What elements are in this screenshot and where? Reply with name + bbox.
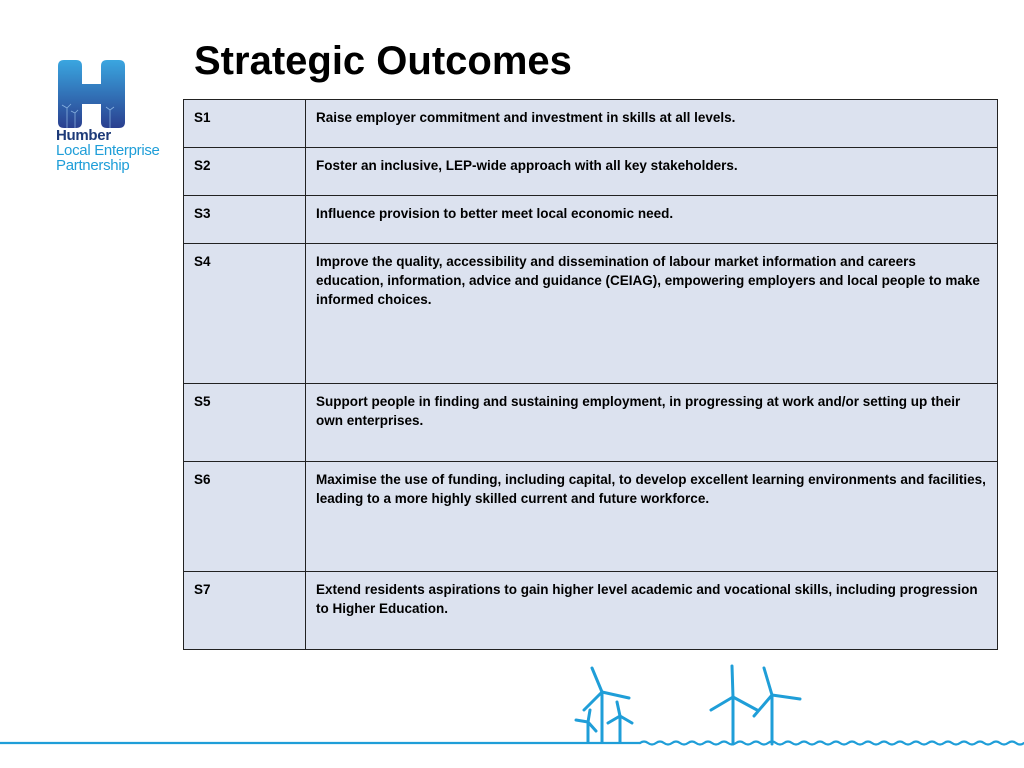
- outcome-code: S7: [184, 572, 306, 650]
- logo-line-partnership: Partnership: [56, 157, 130, 174]
- wind-turbine-icon: [711, 666, 800, 744]
- table-row: [184, 196, 998, 244]
- outcome-text: Improve the quality, accessibility and dissemination of labour market information and careers education, information, advice and guidance (CEIAG), empowering employers and local people to make informed choices.: [306, 244, 998, 384]
- table-row: [184, 148, 998, 196]
- logo-line-humber: Humber: [56, 127, 111, 144]
- table-row: [184, 572, 998, 650]
- table-row: [184, 244, 998, 384]
- logo-line-local-enterprise: Local Enterprise: [56, 142, 160, 159]
- page-title: Strategic Outcomes: [194, 39, 572, 83]
- outcome-code: S1: [184, 100, 306, 148]
- outcome-code: S5: [184, 384, 306, 462]
- outcome-code: S4: [184, 244, 306, 384]
- strategic-outcomes-table: [183, 99, 998, 650]
- outcome-text: Foster an inclusive, LEP-wide approach with all key stakeholders.: [306, 148, 998, 196]
- logo-text: [56, 128, 160, 173]
- outcome-text: Maximise the use of funding, including capital, to develop excellent learning environments and facilities, leading to a more highly skilled current and future workforce.: [306, 462, 998, 572]
- outcome-text: Extend residents aspirations to gain higher level academic and vocational skills, including progression to Higher Education.: [306, 572, 998, 650]
- table-row: [184, 462, 998, 572]
- wind-turbine-icon: [576, 668, 632, 742]
- outcome-text: Influence provision to better meet local economic need.: [306, 196, 998, 244]
- outcome-code: S2: [184, 148, 306, 196]
- outcome-code: S3: [184, 196, 306, 244]
- outcome-text: Support people in finding and sustaining employment, in progressing at work and/or setting up their own enterprises.: [306, 384, 998, 462]
- footer-decoration: [0, 650, 1024, 768]
- table-row: [184, 384, 998, 462]
- table-row: [184, 100, 998, 148]
- wave-line: [640, 742, 1024, 745]
- outcome-text: Raise employer commitment and investment in skills at all levels.: [306, 100, 998, 148]
- outcome-code: S6: [184, 462, 306, 572]
